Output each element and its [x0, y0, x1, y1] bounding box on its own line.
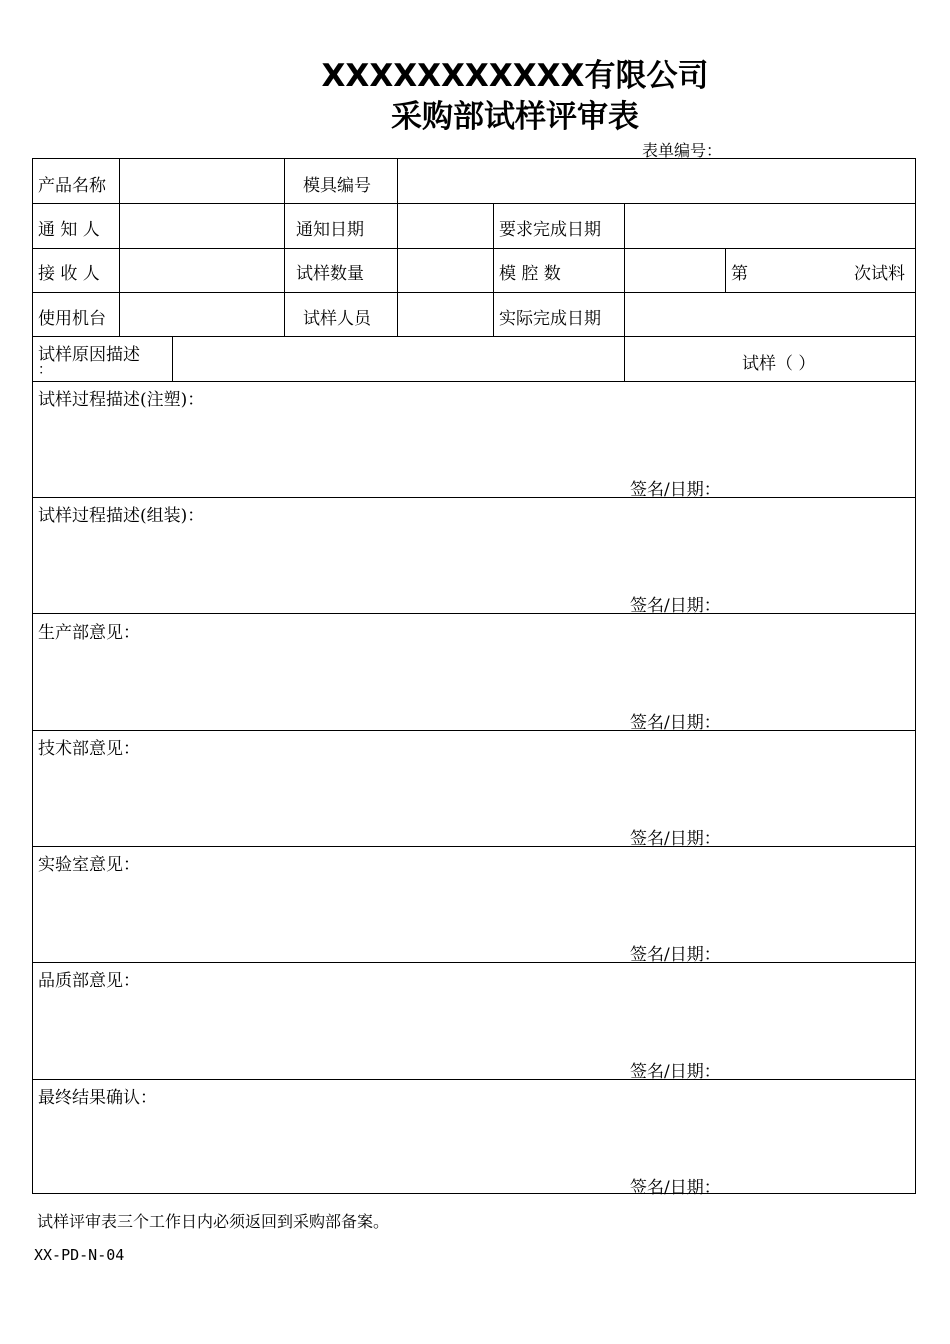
form-title: 采购部试样评审表 [391, 99, 639, 135]
column-divider [493, 203, 494, 336]
column-divider [397, 159, 398, 336]
label-notifier: 通 知 人 [38, 220, 100, 240]
row-divider [33, 292, 915, 293]
signature-date-label: 签名/日期： [630, 713, 721, 733]
section-title-assembly: 试样过程描述(组装)： [38, 506, 205, 526]
label-sample-paren: 试样（ ） [742, 354, 816, 374]
section-title-production: 生产部意见： [38, 623, 140, 643]
label-nth: 第 [731, 264, 748, 284]
section-divider [33, 613, 915, 614]
section-divider [33, 846, 915, 847]
label-cavity-count: 模 腔 数 [499, 264, 561, 284]
section-divider [33, 962, 915, 963]
label-mold-number: 模具编号 [303, 176, 371, 196]
form-number-label: 表单编号： [642, 141, 723, 160]
label-sample-reason-colon: ： [38, 362, 52, 378]
section-title-quality: 品质部意见： [38, 971, 140, 991]
footer-note: 试样评审表三个工作日内必须返回到采购部备案。 [37, 1212, 390, 1231]
section-divider [33, 730, 915, 731]
row-divider [33, 381, 915, 382]
row-divider [33, 203, 915, 204]
section-title-technical: 技术部意见： [38, 739, 140, 759]
signature-date-label: 签名/日期： [630, 829, 721, 849]
document-code: XX-PD-N-04 [34, 1246, 125, 1264]
section-title-final-confirmation: 最终结果确认： [38, 1088, 157, 1108]
section-divider [33, 497, 915, 498]
row-divider [33, 248, 915, 249]
row-divider [33, 336, 915, 337]
label-product-name: 产品名称 [38, 176, 106, 196]
label-sample-staff: 试样人员 [303, 309, 371, 329]
label-sample-quantity: 试样数量 [296, 264, 364, 284]
column-divider [284, 159, 285, 336]
column-divider [172, 336, 173, 381]
signature-date-label: 签名/日期： [630, 1062, 721, 1082]
signature-date-label: 签名/日期： [630, 596, 721, 616]
label-machine: 使用机台 [38, 309, 106, 329]
section-divider [33, 1079, 915, 1080]
label-sample-reason: 试样原因描述 [38, 345, 140, 365]
signature-date-label: 签名/日期： [630, 945, 721, 965]
column-divider [119, 159, 120, 336]
label-actual-completion-date: 实际完成日期 [499, 309, 601, 329]
column-divider [624, 203, 625, 381]
label-required-completion-date: 要求完成日期 [499, 220, 601, 240]
signature-date-label: 签名/日期： [630, 1178, 721, 1198]
company-name: XXXXXXXXXXX有限公司 [321, 58, 709, 94]
review-form-table [32, 158, 916, 1198]
section-title-laboratory: 实验室意见： [38, 855, 140, 875]
signature-date-label: 签名/日期： [630, 480, 721, 500]
section-title-injection: 试样过程描述(注塑)： [38, 390, 205, 410]
column-divider [725, 248, 726, 292]
label-trial-material: 次试料 [854, 264, 905, 284]
label-receiver: 接 收 人 [38, 264, 100, 284]
label-notify-date: 通知日期 [296, 220, 364, 240]
